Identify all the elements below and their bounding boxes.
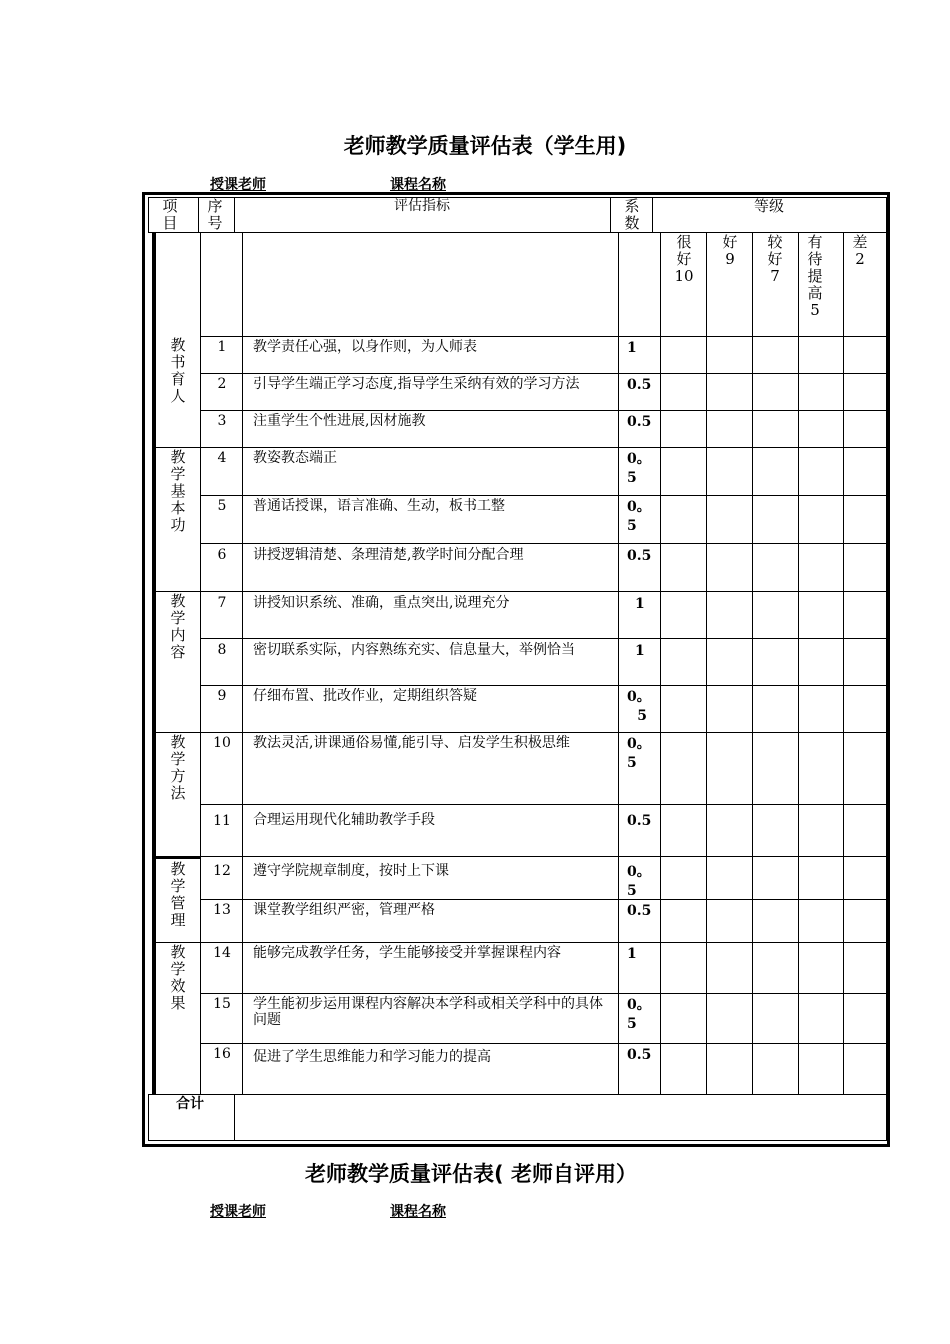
row-number: 2 [217, 376, 227, 392]
category-label: 教学基本功 [170, 448, 186, 534]
row-coef: 0.5 [627, 548, 652, 564]
grade-good: 好9 [722, 233, 738, 268]
category-label: 教书育人 [170, 336, 186, 405]
header-indicator: 评估指标 [394, 198, 450, 214]
header-item: 项目 [162, 197, 178, 232]
row-number: 4 [217, 450, 227, 466]
row-number: 15 [213, 996, 231, 1012]
teacher-label: 授课老师 [210, 1204, 266, 1220]
row-number: 9 [217, 688, 227, 704]
category-label: 教学内容 [170, 592, 186, 661]
row-indicator: 学生能初步运用课程内容解决本学科或相关学科中的具体问题 [253, 996, 603, 1028]
category-label: 教学效果 [170, 943, 186, 1012]
row-coef: 0。5 [627, 997, 651, 1032]
header-seq: 序号 [207, 197, 223, 232]
total-label: 合计 [176, 1096, 204, 1112]
row-number: 12 [213, 863, 231, 879]
row-indicator: 讲授逻辑清楚、条理清楚,教学时间分配合理 [253, 547, 524, 563]
grade-fairly-good: 较好7 [767, 233, 783, 285]
row-coef: 0.5 [627, 903, 652, 919]
course-label: 课程名称 [390, 177, 446, 193]
row-coef: 0。5 [627, 499, 651, 534]
row-number: 14 [213, 945, 231, 961]
row-indicator: 能够完成教学任务，学生能够接受并掌握课程内容 [253, 945, 561, 961]
row-coef: 0.5 [627, 813, 652, 829]
row-indicator: 教法灵活,讲课通俗易懂,能引导、启发学生积极思维 [253, 735, 570, 751]
form-title: 老师教学质量评估表（学生用) [343, 134, 627, 158]
row-number: 11 [213, 813, 231, 829]
row-indicator: 课堂教学组织严密，管理严格 [253, 902, 435, 918]
teacher-label: 授课老师 [210, 177, 266, 193]
row-coef: 0。5 [627, 864, 651, 899]
row-indicator: 教学责任心强，以身作则，为人师表 [253, 339, 477, 355]
row-indicator: 密切联系实际，内容熟练充实、信息量大，举例恰当 [253, 642, 575, 658]
row-coef: 0。5 [627, 689, 651, 724]
row-coef: 1 [635, 643, 645, 659]
row-indicator: 普通话授课，语言准确、生动，板书工整 [253, 498, 505, 514]
row-indicator: 合理运用现代化辅助教学手段 [253, 812, 435, 828]
row-indicator: 引导学生端正学习态度,指导学生采纳有效的学习方法 [253, 376, 580, 392]
row-indicator: 教姿教态端正 [253, 450, 337, 466]
row-coef: 0.5 [627, 414, 652, 430]
row-coef: 1 [635, 596, 645, 612]
header-coef: 系数 [624, 197, 640, 232]
row-coef: 0。5 [627, 451, 651, 486]
row-number: 10 [213, 735, 231, 751]
row-coef: 0.5 [627, 377, 652, 393]
category-label: 教学方法 [170, 733, 186, 802]
row-indicator: 讲授知识系统、准确，重点突出,说理充分 [253, 595, 510, 611]
row-coef: 0.5 [627, 1047, 652, 1063]
row-indicator: 注重学生个性进展,因材施教 [253, 413, 426, 429]
row-number: 1 [217, 339, 227, 355]
grade-very-good: 很好10 [674, 233, 694, 285]
row-number: 16 [213, 1046, 231, 1062]
row-number: 7 [217, 595, 227, 611]
header-grade: 等级 [753, 197, 784, 215]
row-coef: 1 [627, 340, 637, 356]
course-label: 课程名称 [390, 1204, 446, 1220]
row-number: 5 [217, 498, 227, 514]
category-label: 教学管理 [170, 860, 186, 929]
row-indicator: 遵守学院规章制度，按时上下课 [253, 863, 449, 879]
row-coef: 0。5 [627, 736, 651, 771]
form-title-self-eval: 老师教学质量评估表( 老师自评用） [305, 1162, 637, 1186]
row-number: 3 [217, 413, 227, 429]
grade-needs-improvement: 有待提高5 [807, 233, 823, 319]
row-number: 13 [213, 902, 231, 918]
row-indicator: 仔细布置、批改作业，定期组织答疑 [253, 688, 477, 704]
row-indicator: 促进了学生思维能力和学习能力的提高 [253, 1049, 491, 1065]
grade-poor: 差2 [852, 233, 868, 268]
row-number: 6 [217, 547, 227, 563]
row-coef: 1 [627, 946, 637, 962]
row-number: 8 [217, 642, 227, 658]
